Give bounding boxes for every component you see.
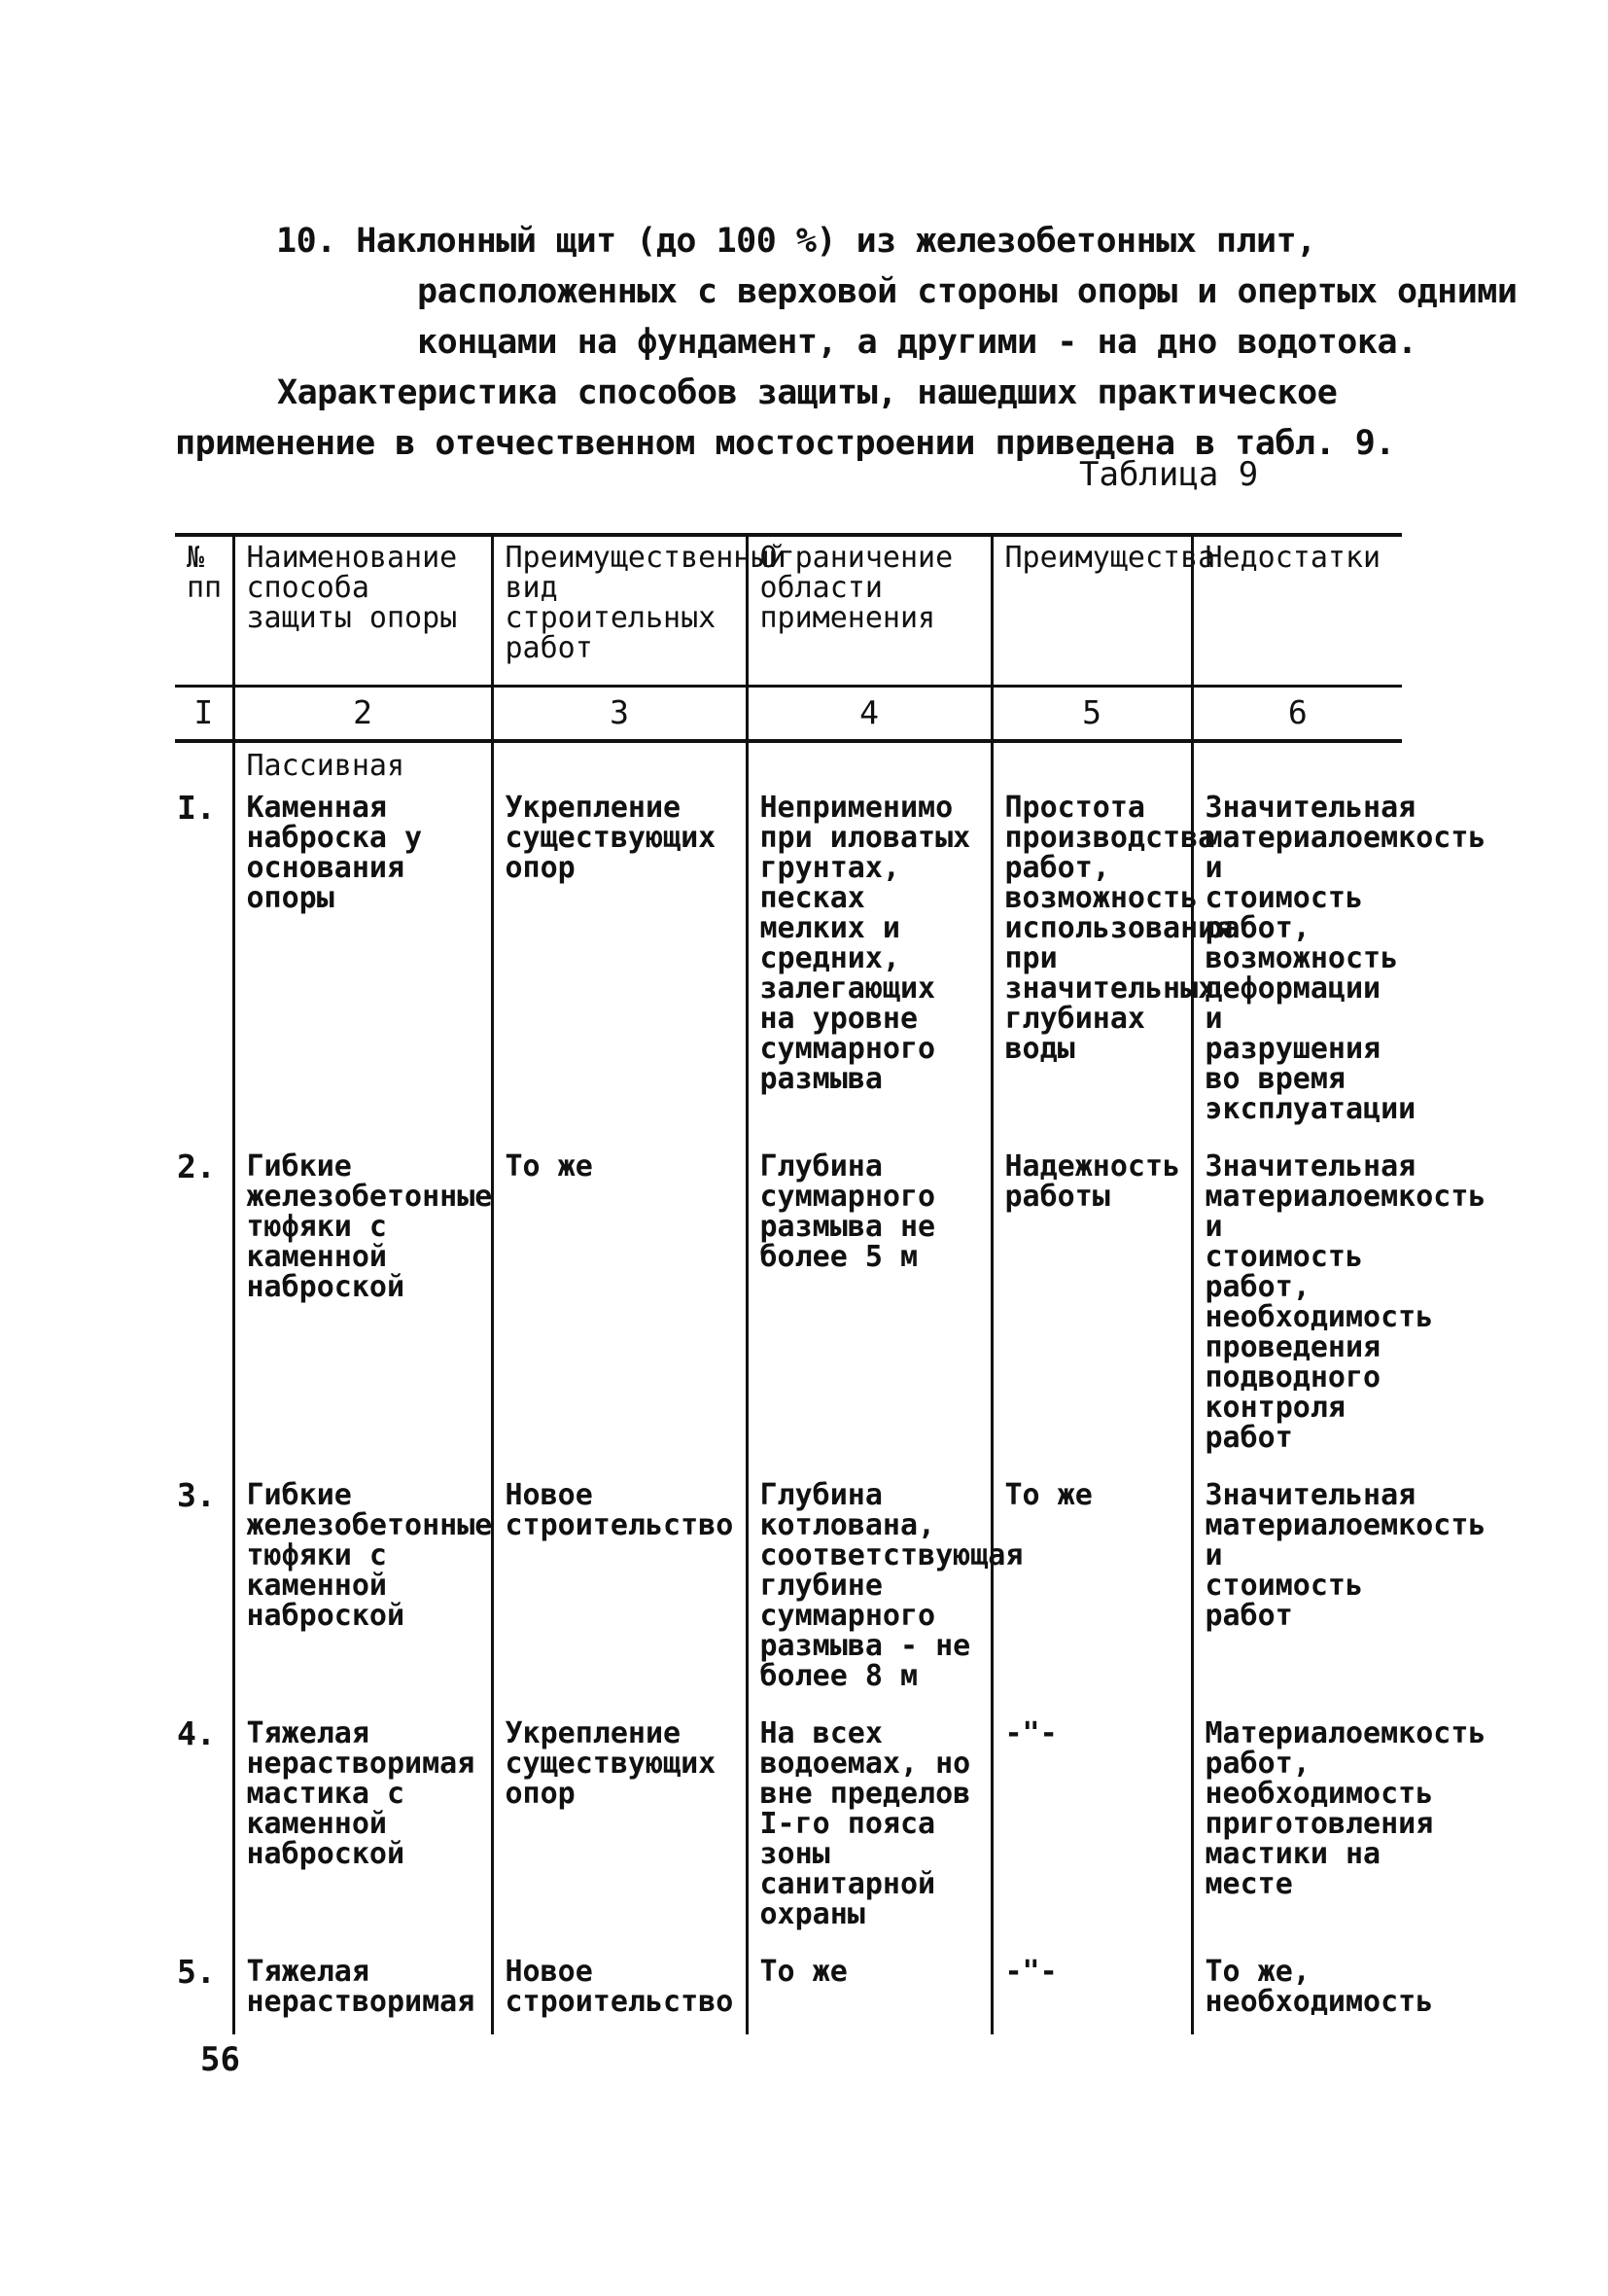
table-9 bbox=[175, 533, 1486, 2034]
column-number: I bbox=[175, 687, 233, 742]
page-number: 56 bbox=[200, 2040, 240, 2079]
header-cell: Преимущества bbox=[992, 535, 1192, 687]
work-type-cell: То же bbox=[492, 1142, 747, 1470]
method-cell: Гибкие железобетонные тюфяки с каменной наброской bbox=[233, 1142, 492, 1470]
header-cell: Преимущественный вид строительных работ bbox=[492, 535, 747, 687]
limits-cell: На всех водоемах, но вне пределов I-го пояса зоны санитарной охраны bbox=[747, 1709, 992, 1947]
intro-text bbox=[175, 216, 1518, 469]
group-label: Пассивная bbox=[233, 741, 492, 783]
row-number: 4. bbox=[177, 1714, 216, 1752]
table-row bbox=[175, 1470, 1402, 1709]
method-cell: Каменная наброска у основания опоры bbox=[233, 783, 492, 1142]
header-cell: Недостатки bbox=[1192, 535, 1402, 687]
drawbacks-cell: Материалоемкость работ, необходимость приготовления мастики на месте bbox=[1192, 1709, 1402, 1947]
work-type-cell: Укрепление существующих опор bbox=[492, 783, 747, 1142]
header-cell: № пп bbox=[175, 535, 233, 687]
advantages-cell: То же bbox=[992, 1470, 1192, 1709]
column-number: 4 bbox=[747, 687, 992, 742]
row-number: 2. bbox=[177, 1148, 216, 1185]
table-row bbox=[175, 1709, 1402, 1947]
method-cell: Тяжелая нерастворимая bbox=[233, 1947, 492, 2034]
advantages-cell: -"- bbox=[992, 1709, 1192, 1947]
method-cell: Гибкие железобетонные тюфяки с каменной наброской bbox=[233, 1470, 492, 1709]
advantages-cell: Надежность работы bbox=[992, 1142, 1192, 1470]
column-number: 5 bbox=[992, 687, 1192, 742]
method-cell: Тяжелая нерастворимая мастика с каменной наброской bbox=[233, 1709, 492, 1947]
column-number: 3 bbox=[492, 687, 747, 742]
column-number-row bbox=[175, 687, 1402, 742]
row-number: 5. bbox=[177, 1953, 216, 1991]
header-row bbox=[175, 535, 1402, 687]
row-number: I. bbox=[177, 789, 216, 827]
list-item-10: 10. Наклонный щит (до 100 %) из железобетонных плит, расположенных с верховой стороны опоры и опертых одними концами на фундамент, а другими - на дно водотока. bbox=[276, 222, 1518, 362]
work-type-cell: Новое строительство bbox=[492, 1947, 747, 2034]
table-row bbox=[175, 783, 1402, 1142]
drawbacks-cell: То же, необходимость bbox=[1192, 1947, 1402, 2034]
advantages-cell: -"- bbox=[992, 1947, 1192, 2034]
group-row bbox=[175, 741, 1402, 783]
table-caption: Таблица 9 bbox=[1079, 455, 1259, 494]
intro-paragraph: Характеристика способов защиты, нашедших практическое применение в отечественном мостостроении приведена в табл. 9. bbox=[175, 373, 1395, 463]
row-number: 3. bbox=[177, 1476, 216, 1514]
protection-methods-table bbox=[175, 533, 1486, 2034]
table-row bbox=[175, 1142, 1402, 1470]
limits-cell: Неприменимо при иловатых грунтах, песках мелких и средних, залегающих на уровне суммарного размыва bbox=[747, 783, 992, 1142]
advantages-cell: Простота производства работ, возможность использования при значительных глубинах воды bbox=[992, 783, 1192, 1142]
header-cell: Наименование способа защиты опоры bbox=[233, 535, 492, 687]
limits-cell: Глубина котлована, соответствующая глубине суммарного размыва - не более 8 м bbox=[747, 1470, 992, 1709]
drawbacks-cell: Значительная материалоемкость и стоимость работ, необходимость проведения подводного контроля работ bbox=[1192, 1142, 1402, 1470]
work-type-cell: Новое строительство bbox=[492, 1470, 747, 1709]
header-cell: Ограничение области применения bbox=[747, 535, 992, 687]
table-row bbox=[175, 1947, 1402, 2034]
limits-cell: То же bbox=[747, 1947, 992, 2034]
limits-cell: Глубина суммарного размыва не более 5 м bbox=[747, 1142, 992, 1470]
column-number: 2 bbox=[233, 687, 492, 742]
drawbacks-cell: Значительная материалоемкость и стоимость работ, возможность деформации и разрушения во время эксплуатации bbox=[1192, 783, 1402, 1142]
work-type-cell: Укрепление существующих опор bbox=[492, 1709, 747, 1947]
column-number: 6 bbox=[1192, 687, 1402, 742]
drawbacks-cell: Значительная материалоемкость и стоимость работ bbox=[1192, 1470, 1402, 1709]
